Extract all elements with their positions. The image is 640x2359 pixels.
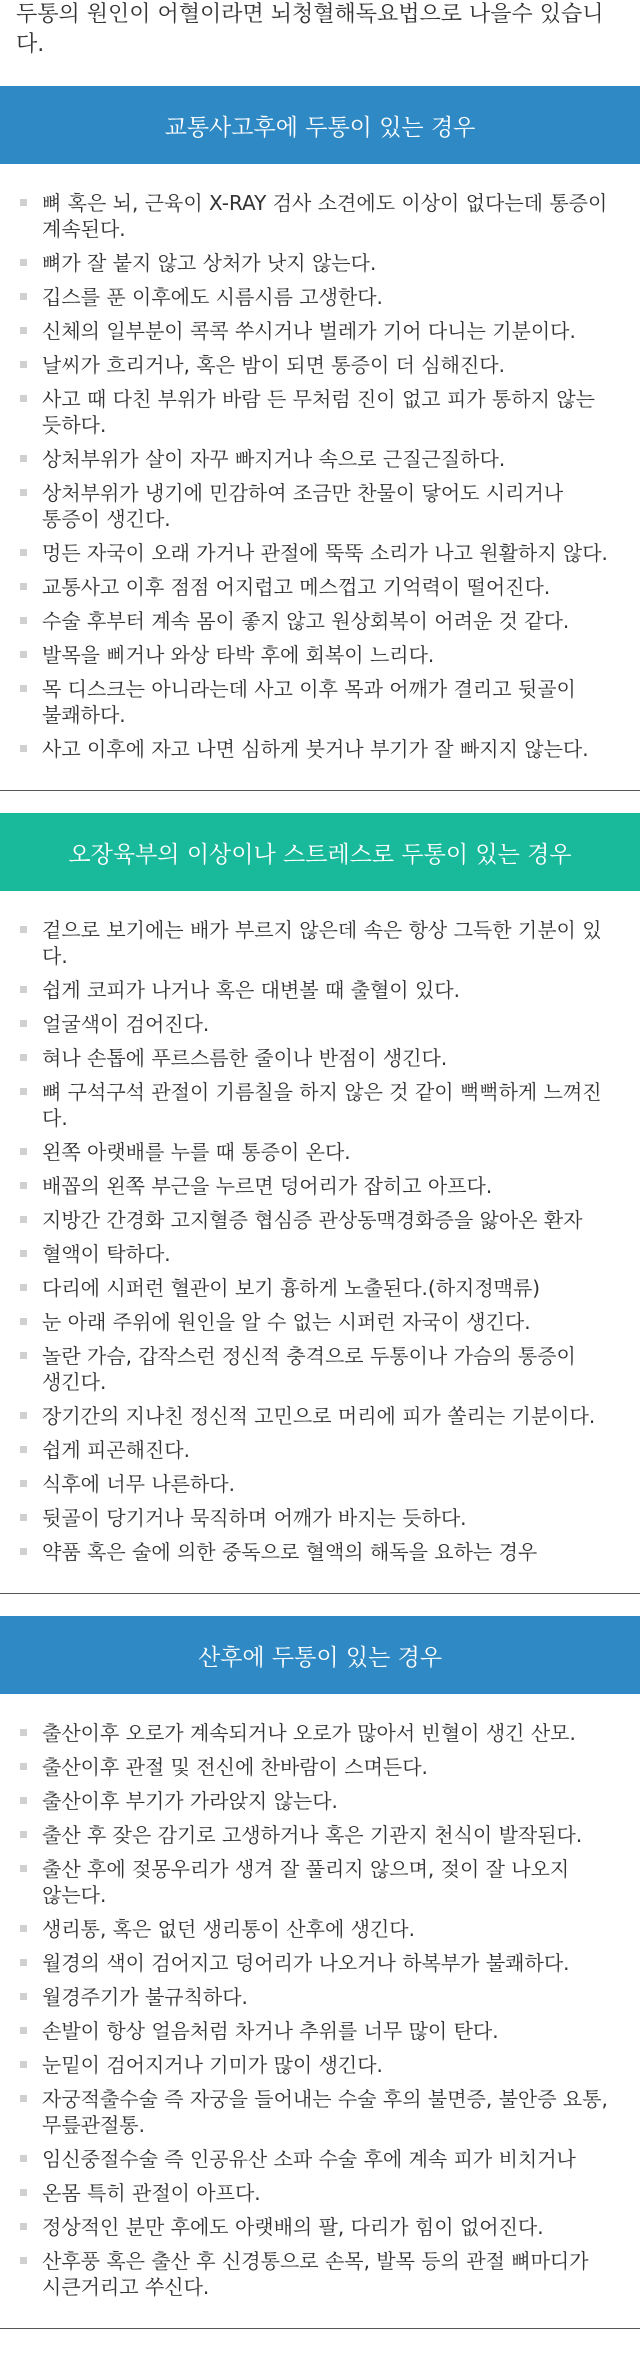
list-item [20,2248,626,2300]
list-item [20,1950,626,1976]
list-item-text: 혀나 손톱에 푸르스름한 줄이나 반점이 생긴다. [42,1046,448,1070]
square-bullet-icon [20,1763,27,1770]
square-bullet-icon [20,1831,27,1838]
list-item [20,250,626,276]
list-item [20,1343,626,1395]
section-title: 오장육부의 이상이나 스트레스로 두통이 있는 경우 [68,841,572,868]
square-bullet-icon [20,1284,27,1291]
list-item-text: 교통사고 이후 점점 어지럽고 메스껍고 기억력이 떨어진다. [42,575,551,599]
list-item-text: 놀란 가슴, 갑작스런 정신적 충격으로 두통이나 가슴의 통증이 생긴다. [42,1344,576,1394]
square-bullet-icon [20,1865,27,1872]
list-item [20,284,626,310]
list-item-text: 사고 이후에 자고 나면 심하게 붓거나 부기가 잘 빠지지 않는다. [42,737,589,761]
square-bullet-icon [20,1993,27,2000]
square-bullet-icon [20,1020,27,1027]
list-item-text: 출산이후 오로가 계속되거나 오로가 많아서 빈혈이 생긴 산모. [42,1721,576,1745]
square-bullet-icon [20,1216,27,1223]
sections-container [0,86,640,2329]
list-item [20,1139,626,1165]
list-item-text: 장기간의 지나친 정신적 고민으로 머리에 피가 쏠리는 기분이다. [42,1404,596,1428]
square-bullet-icon [20,259,27,266]
square-bullet-icon [20,2257,27,2264]
list-item-text: 상처부위가 냉기에 민감하여 조금만 찬물이 닿어도 시리거나 통증이 생긴다. [42,481,564,531]
list-item-text: 얼굴색이 검어진다. [42,1012,210,1036]
square-bullet-icon [20,2223,27,2230]
list-item-text: 뒷골이 당기거나 묵직하며 어깨가 바지는 듯하다. [42,1506,467,1530]
square-bullet-icon [20,2095,27,2102]
list-item-text: 산후풍 혹은 출산 후 신경통으로 손목, 발목 등의 관절 뼈마디가 시큰거리고 쑤신다. [42,2249,589,2299]
square-bullet-icon [20,2155,27,2162]
list-item-text: 정상적인 분만 후에도 아랫배의 팔, 다리가 힘이 없어진다. [42,2215,544,2239]
list-item [20,1720,626,1746]
square-bullet-icon [20,199,27,206]
square-bullet-icon [20,1446,27,1453]
list-item [20,1437,626,1463]
square-bullet-icon [20,926,27,933]
list-item-text: 뼈 혹은 뇌, 근육이 X-RAY 검사 소견에도 이상이 없다는데 통증이 계속된다. [42,191,608,241]
list-item-text: 쉽게 피곤해진다. [42,1438,190,1462]
list-item-text: 자궁적출수술 즉 자궁을 들어내는 수술 후의 불면증, 불안증 요통, 무릎관절통. [42,2087,608,2137]
list-item-text: 날씨가 흐리거나, 혹은 밤이 되면 통증이 더 심해진다. [42,353,505,377]
section-divider [0,2328,640,2329]
section-header [0,1616,640,1694]
list-item [20,736,626,762]
list-item [20,318,626,344]
list-item-text: 눈밑이 검어지거나 기미가 많이 생긴다. [42,2053,383,2077]
intro-text: 두통의 원인이 어혈이라면 뇌청혈해독요법으로 나을수 있습니다. [16,2,604,57]
square-bullet-icon [20,745,27,752]
square-bullet-icon [20,549,27,556]
square-bullet-icon [20,1182,27,1189]
list-item [20,2086,626,2138]
list-item-text: 수술 후부터 계속 몸이 좋지 않고 원상회복이 어려운 것 같다. [42,609,570,633]
list-item [20,1471,626,1497]
list-item [20,1079,626,1131]
section-title: 교통사고후에 두통이 있는 경우 [164,114,476,141]
list-item [20,1822,626,1848]
square-bullet-icon [20,1318,27,1325]
list-item-text: 임신중절수술 즉 인공유산 소파 수술 후에 계속 피가 비치거나 [42,2147,576,2171]
square-bullet-icon [20,1959,27,1966]
square-bullet-icon [20,1729,27,1736]
symptom-list [0,891,640,1565]
square-bullet-icon [20,1514,27,1521]
square-bullet-icon [20,2189,27,2196]
square-bullet-icon [20,685,27,692]
list-item-text: 출산 후 잦은 감기로 고생하거나 혹은 기관지 천식이 발작된다. [42,1823,583,1847]
list-item [20,446,626,472]
list-item [20,2180,626,2206]
list-item-text: 사고 때 다친 부위가 바람 든 무처럼 진이 없고 피가 통하지 않는 듯하다. [42,387,595,437]
list-item-text: 출산 후에 젖몽우리가 생겨 잘 풀리지 않으며, 젖이 잘 나오지 않는다. [42,1857,570,1907]
list-item [20,608,626,634]
symptom-list [0,1694,640,2300]
list-item-text: 멍든 자국이 오래 가거나 관절에 뚝뚝 소리가 나고 원활하지 않다. [42,541,608,565]
square-bullet-icon [20,1412,27,1419]
list-item-text: 출산이후 부기가 가라앉지 않는다. [42,1789,338,1813]
list-item [20,1309,626,1335]
square-bullet-icon [20,395,27,402]
section-divider [0,790,640,791]
square-bullet-icon [20,1797,27,1804]
list-item [20,2052,626,2078]
list-item [20,190,626,242]
list-item-text: 혈액이 탁하다. [42,1242,171,1266]
list-item-text: 약품 혹은 술에 의한 중독으로 혈액의 해독을 요하는 경우 [42,1540,538,1564]
list-item [20,574,626,600]
list-item [20,2214,626,2240]
list-item [20,1788,626,1814]
list-item-text: 배꼽의 왼쪽 부근을 누르면 덩어리가 잡히고 아프다. [42,1174,493,1198]
list-item-text: 손발이 항상 얼음처럼 차거나 추위를 너무 많이 탄다. [42,2019,499,2043]
square-bullet-icon [20,489,27,496]
list-item-text: 다리에 시퍼런 혈관이 보기 흉하게 노출된다.(하지정맥류) [42,1276,541,1300]
list-item [20,977,626,1003]
symptom-list [0,164,640,762]
section-header [0,86,640,164]
list-item [20,1984,626,2010]
list-item [20,480,626,532]
list-item-text: 눈 아래 주위에 원인을 알 수 없는 시퍼런 자국이 생긴다. [42,1310,531,1334]
list-item [20,1539,626,1565]
list-item [20,1754,626,1780]
list-item [20,1173,626,1199]
list-item [20,1207,626,1233]
intro-text-block [0,0,640,64]
square-bullet-icon [20,651,27,658]
list-item [20,1241,626,1267]
list-item-text: 왼쪽 아랫배를 누를 때 통증이 온다. [42,1140,351,1164]
square-bullet-icon [20,361,27,368]
square-bullet-icon [20,1480,27,1487]
list-item [20,917,626,969]
list-item [20,1011,626,1037]
square-bullet-icon [20,1088,27,1095]
section-title: 산후에 두통이 있는 경우 [197,1644,443,1671]
section-header [0,813,640,891]
square-bullet-icon [20,1148,27,1155]
list-item [20,352,626,378]
square-bullet-icon [20,583,27,590]
list-item-text: 월경의 색이 검어지고 덩어리가 나오거나 하복부가 불쾌하다. [42,1951,570,1975]
list-item-text: 뼈가 잘 붙지 않고 상처가 낫지 않는다. [42,251,377,275]
list-item-text: 지방간 간경화 고지혈증 협심증 관상동맥경화증을 앓아온 환자 [42,1208,583,1232]
list-item-text: 목 디스크는 아니라는데 사고 이후 목과 어깨가 결리고 뒷골이 불쾌하다. [42,677,576,727]
section-divider [0,1593,640,1594]
square-bullet-icon [20,1250,27,1257]
square-bullet-icon [20,1054,27,1061]
square-bullet-icon [20,455,27,462]
square-bullet-icon [20,293,27,300]
list-item-text: 뼈 구석구석 관절이 기름칠을 하지 않은 것 같이 뻑뻑하게 느껴진다. [42,1080,602,1130]
list-item [20,642,626,668]
list-item [20,1045,626,1071]
square-bullet-icon [20,2061,27,2068]
list-item [20,1403,626,1429]
list-item [20,540,626,566]
list-item [20,1505,626,1531]
list-item-text: 상처부위가 살이 자꾸 빠지거나 속으로 근질근질하다. [42,447,506,471]
list-item-text: 식후에 너무 나른하다. [42,1472,235,1496]
list-item-text: 깁스를 푼 이후에도 시름시름 고생한다. [42,285,383,309]
square-bullet-icon [20,986,27,993]
square-bullet-icon [20,2027,27,2034]
list-item-text: 발목을 삐거나 와상 타박 후에 회복이 느리다. [42,643,435,667]
list-item [20,1275,626,1301]
list-item-text: 온몸 특히 관절이 아프다. [42,2181,261,2205]
list-item [20,1916,626,1942]
list-item [20,676,626,728]
list-item [20,386,626,438]
list-item [20,2146,626,2172]
square-bullet-icon [20,1548,27,1555]
square-bullet-icon [20,327,27,334]
list-item-text: 월경주기가 불규칙하다. [42,1985,248,2009]
list-item-text: 쉽게 코피가 나거나 혹은 대변볼 때 출혈이 있다. [42,978,460,1002]
list-item [20,2018,626,2044]
list-item-text: 신체의 일부분이 콕콕 쑤시거나 벌레가 기어 다니는 기분이다. [42,319,576,343]
square-bullet-icon [20,1925,27,1932]
list-item-text: 겉으로 보기에는 배가 부르지 않은데 속은 항상 그득한 기분이 있다. [42,918,602,968]
list-item [20,1856,626,1908]
list-item-text: 생리통, 혹은 없던 생리통이 산후에 생긴다. [42,1917,415,1941]
list-item-text: 출산이후 관절 및 전신에 찬바람이 스며든다. [42,1755,428,1779]
square-bullet-icon [20,617,27,624]
square-bullet-icon [20,1352,27,1359]
